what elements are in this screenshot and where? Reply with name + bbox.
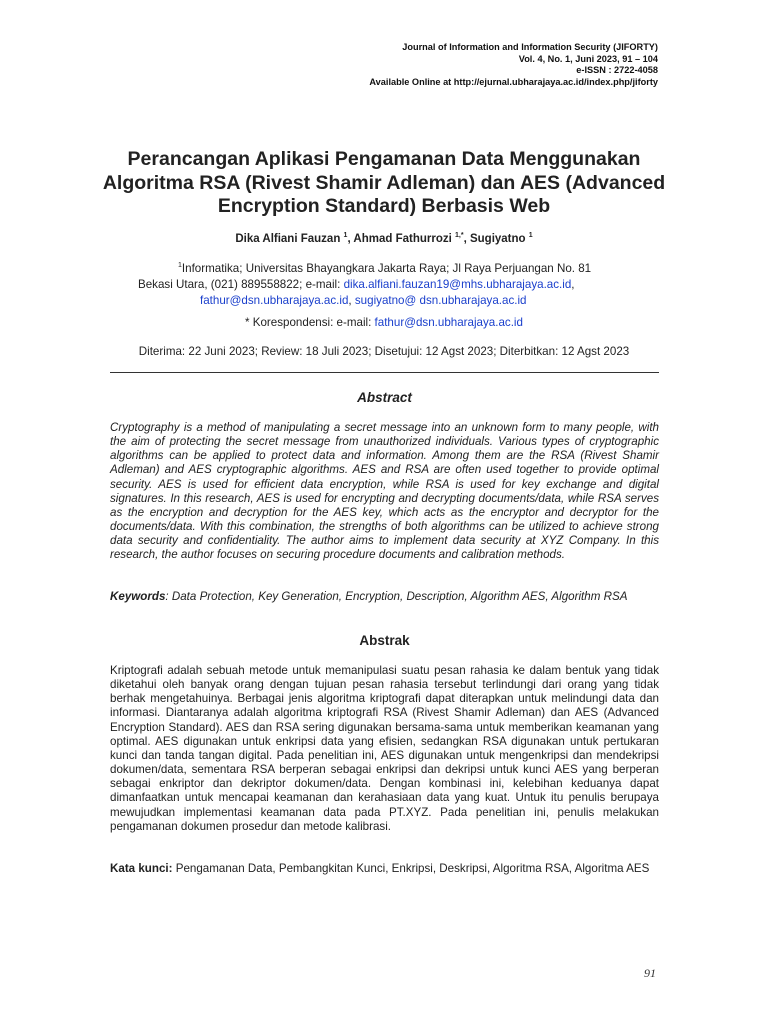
paper-title: Perancangan Aplikasi Pengamanan Data Menggunakan Algoritma RSA (Rivest Shamir Adleman) dan AES (Advanced Encryption Standard) Berbasis Web bbox=[102, 148, 666, 217]
kata-kunci-list: Pengamanan Data, Pembangkitan Kunci, Enkripsi, Deskripsi, Algoritma RSA, Algoritma AES bbox=[172, 862, 650, 875]
affiliation-line-1 bbox=[138, 261, 668, 277]
journal-name: Journal of Information and Information Security (JIFORTY) bbox=[402, 42, 658, 52]
author-email-link[interactable]: sugiyatno@ dsn.ubharajaya.ac.id bbox=[354, 294, 527, 307]
author-email-link[interactable]: dika.alfiani.fauzan19@mhs.ubharajaya.ac.id bbox=[343, 278, 572, 291]
journal-issn: e-ISSN : 2722-4058 bbox=[576, 65, 658, 76]
kata-kunci-label: Kata kunci: bbox=[110, 862, 173, 875]
keywords-line bbox=[110, 590, 659, 604]
abstract-text: Cryptography is a method of manipulating a secret message into an unknown form to many people, with the aim of protecting the secret message from unauthorized individuals. Various types of cryptographic algorithms can be applied to protect data and information. Among them are the RSA (Rivest Shamir Adleman) and AES cryptographic algorithms. AES and RSA are often used together to provide optimal security. AES is used for efficient data encryption, while RSA is used for key exchange and digital signatures. In this research, AES is used for encrypting and decrypting documents/data, while RSA serves as the encryption and decryption for the AES key, which acts as the encryptor and decryptor for the documents/data. With this combination, the strengths of both algorithms can be utilized to achieve strong data security and confidentiality. The author aims to implement data security at XYZ Company. In this research, the author focuses on securing procedure documents and calibration methods. bbox=[110, 421, 659, 562]
affiliation-line-2 bbox=[138, 277, 668, 293]
author-affiliation-mark: 1 bbox=[528, 232, 533, 240]
author-separator: , bbox=[347, 233, 354, 245]
journal-volume: Vol. 4, No. 1, Juni 2023, 91 – 104 bbox=[518, 53, 658, 64]
keywords-label: Keywords bbox=[110, 590, 166, 603]
author-name: Ahmad Fathurrozi bbox=[353, 233, 452, 245]
journal-online-url: Available Online at http://ejurnal.ubharajaya.ac.id/index.php/jiforty bbox=[369, 76, 658, 87]
author-separator: , bbox=[463, 233, 470, 245]
author-affiliation-mark: 1,* bbox=[455, 232, 464, 240]
author-affiliation-mark: 1 bbox=[343, 232, 348, 240]
author-email-link[interactable]: fathur@dsn.ubharajaya.ac.id bbox=[200, 294, 349, 307]
correspondence-email-link[interactable]: fathur@dsn.ubharajaya.ac.id bbox=[374, 316, 523, 329]
correspondence-line bbox=[110, 316, 658, 329]
affiliation-institution: Informatika; Universitas Bhayangkara Jakarta Raya; Jl Raya Perjuangan No. 81 bbox=[181, 262, 592, 275]
author-list bbox=[100, 233, 668, 245]
email-separator: , bbox=[571, 278, 575, 291]
affiliation-contact: Bekasi Utara, (021) 889558822; e-mail: bbox=[138, 278, 344, 291]
keywords-list: : Data Protection, Key Generation, Encryption, Description, Algorithm AES, Algorithm RSA bbox=[165, 590, 628, 603]
abstrak-text: Kriptografi adalah sebuah metode untuk memanipulasi suatu pesan rahasia ke dalam bentuk yang tidak diketahui oleh banyak orang dengan tujuan pesan rahasia tersebut terlindungi dari orang yang tidak berhak mengetahuinya. Berbagai jenis algoritma kriptografi dapat diterapkan untuk melindungi data dan informasi. Diantaranya adalah algoritma kriptografi RSA (Rivest Shamir Adleman) dan AES (Advanced Encryption Standard). AES dan RSA sering digunakan bersama-sama untuk memberikan keamanan yang optimal. AES digunakan untuk enkripsi data yang efisien, sedangkan RSA digunakan untuk pertukaran kunci dan tanda tangan digital. Pada penelitian ini, AES digunakan untuk mengenkripsi dan mendekripsi dokumen/data, sementara RSA berperan sebagai enkripsi dan dekripsi untuk kunci AES yang berperan sebagai enkriptor dan dekriptor dokumen/data. Dengan kombinasi ini, kelebihan keduanya dapat dimanfaatkan untuk mencapai keamanan dan kerahasiaan data yang kuat. Untuk itu penulis berupaya mewujudkan implementasi keamanan data pada PT.XYZ. Pada penelitian ini, penulis melakukan pengamanan dokumen prosedur dan metode kalibrasi. bbox=[110, 664, 659, 833]
page-number: 91 bbox=[644, 966, 656, 980]
correspondence-label: * Korespondensi: e-mail: bbox=[245, 316, 375, 329]
affiliation-line-3 bbox=[138, 293, 668, 309]
kata-kunci-line bbox=[110, 862, 659, 876]
author-name: Dika Alfiani Fauzan bbox=[235, 233, 341, 245]
journal-header bbox=[369, 42, 658, 88]
abstrak-heading: Abstrak bbox=[359, 633, 410, 648]
email-separator: , bbox=[348, 294, 355, 307]
submission-dates: Diterima: 22 Juni 2023; Review: 18 Juli 2023; Disetujui: 12 Agst 2023; Diterbitkan: 12 Agst 2023 bbox=[138, 345, 630, 358]
affiliation-block bbox=[138, 261, 668, 309]
header-divider bbox=[110, 372, 659, 373]
abstract-heading: Abstract bbox=[357, 390, 412, 405]
affiliation-mark: 1 bbox=[178, 262, 182, 270]
author-name: Sugiyatno bbox=[469, 233, 526, 245]
